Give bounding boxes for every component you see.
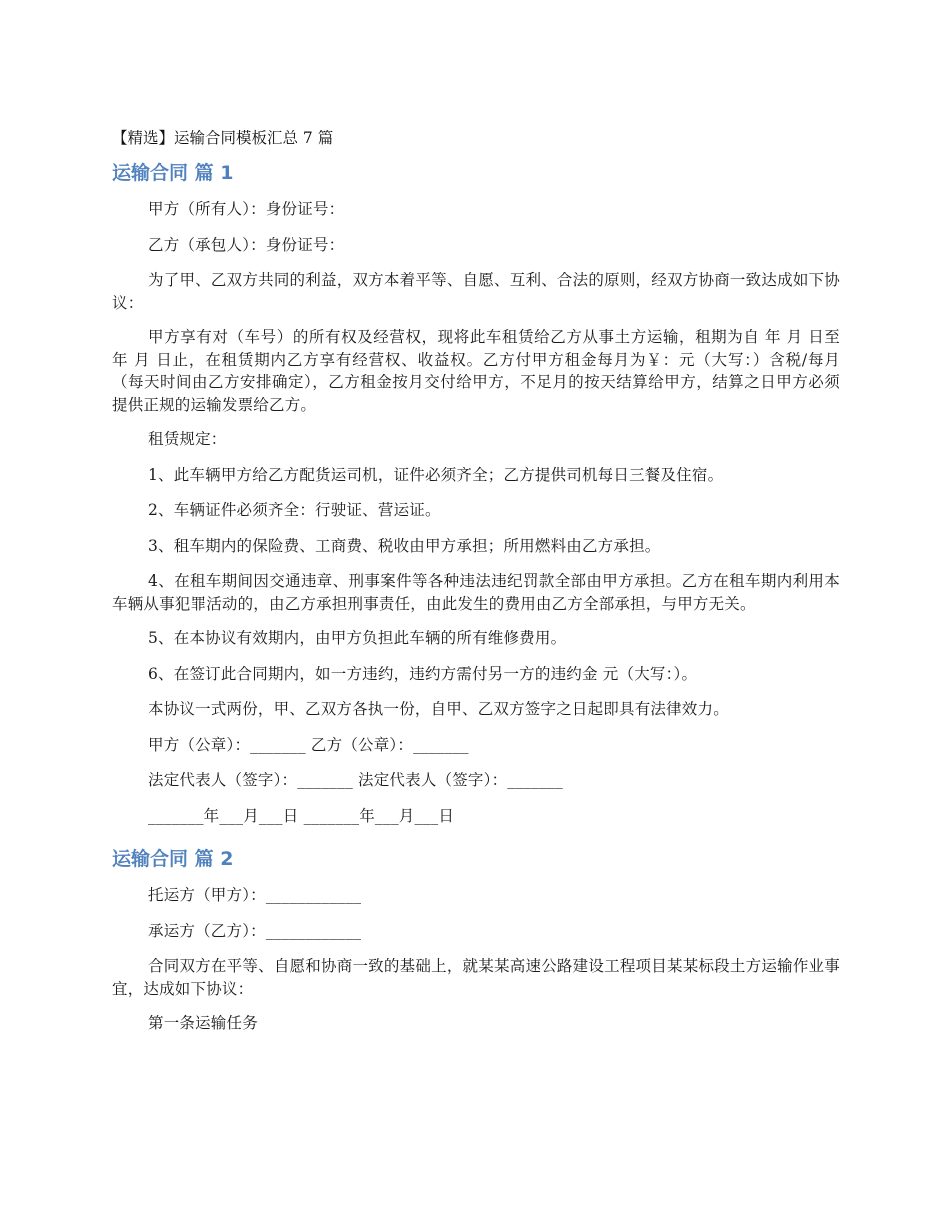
clause-5: 5、在本协议有效期内，由甲方负担此车辆的所有维修费用。 bbox=[148, 629, 567, 647]
party-a-line: 甲方（所有人）：身份证号： bbox=[148, 200, 345, 218]
clause-3: 3、租车期内的保险费、工商费、税收由甲方承担；所用燃料由乙方承担。 bbox=[148, 536, 661, 555]
seal-line: 甲方（公章）：_______ 乙方（公章）：_______ bbox=[148, 735, 469, 754]
party-b-line: 乙方（承包人）：身份证号： bbox=[148, 235, 345, 254]
document-title: 【精选】运输合同模板汇总 7 篇 bbox=[112, 129, 334, 147]
article-1-heading: 第一条运输任务 bbox=[148, 1014, 258, 1032]
section-1 bbox=[112, 160, 840, 827]
signature-line: 法定代表人（签字）：_______ 法定代表人（签字）：_______ bbox=[148, 771, 563, 789]
clause-6: 6、在签订此合同期内，如一方违约，违约方需付另一方的违约金 元（大写：）。 bbox=[148, 664, 698, 683]
date-line: _______年___月___日 _______年___月___日 bbox=[148, 806, 455, 825]
document-page bbox=[112, 126, 840, 1048]
section-2 bbox=[112, 846, 840, 1035]
carrier-line: 承运方（乙方）：____________ bbox=[148, 921, 362, 940]
validity-paragraph: 本协议一式两份，甲、乙双方各执一份，自甲、乙双方签字之日起即具有法律效力。 bbox=[148, 700, 729, 718]
rules-heading: 租赁规定： bbox=[148, 430, 227, 448]
lease-terms-paragraph: 甲方享有对（车号）的所有权及经营权，现将此车租赁给乙方从事土方运输，租期为自 年 月 日至 年 月 日止，在租赁期内乙方享有经营权、收益权。乙方付甲方租金每月为￥：元（大写：）含税/每月（每天时间由乙方安排确定），乙方租金按月交付给甲方，不足月的按天结算给甲方，结算之日甲方必须提供正规的运输发票给乙方。 bbox=[112, 328, 840, 414]
clause-2: 2、车辆证件必须齐全：行驶证、营运证。 bbox=[148, 501, 441, 519]
clause-4: 4、在租车期间因交通违章、刑事案件等各种违法违纪罚款全部由甲方承担。乙方在租车期内利用本车辆从事犯罪活动的，由乙方承担刑事责任，由此发生的费用由乙方全部承担，与甲方无关。 bbox=[112, 572, 840, 613]
shipper-line: 托运方（甲方）：____________ bbox=[148, 886, 362, 904]
section-heading: 运输合同 篇 2 bbox=[112, 848, 234, 870]
preamble-paragraph: 为了甲、乙双方共同的利益，双方本着平等、自愿、互利、合法的原则，经双方协商一致达成如下协议： bbox=[112, 271, 840, 312]
preamble-paragraph: 合同双方在平等、自愿和协商一致的基础上，就某某高速公路建设工程项目某某标段土方运输作业事宜，达成如下协议： bbox=[112, 957, 840, 998]
section-heading: 运输合同 篇 1 bbox=[112, 162, 234, 184]
clause-1: 1、此车辆甲方给乙方配货运司机，证件必须齐全；乙方提供司机每日三餐及住宿。 bbox=[148, 465, 724, 484]
